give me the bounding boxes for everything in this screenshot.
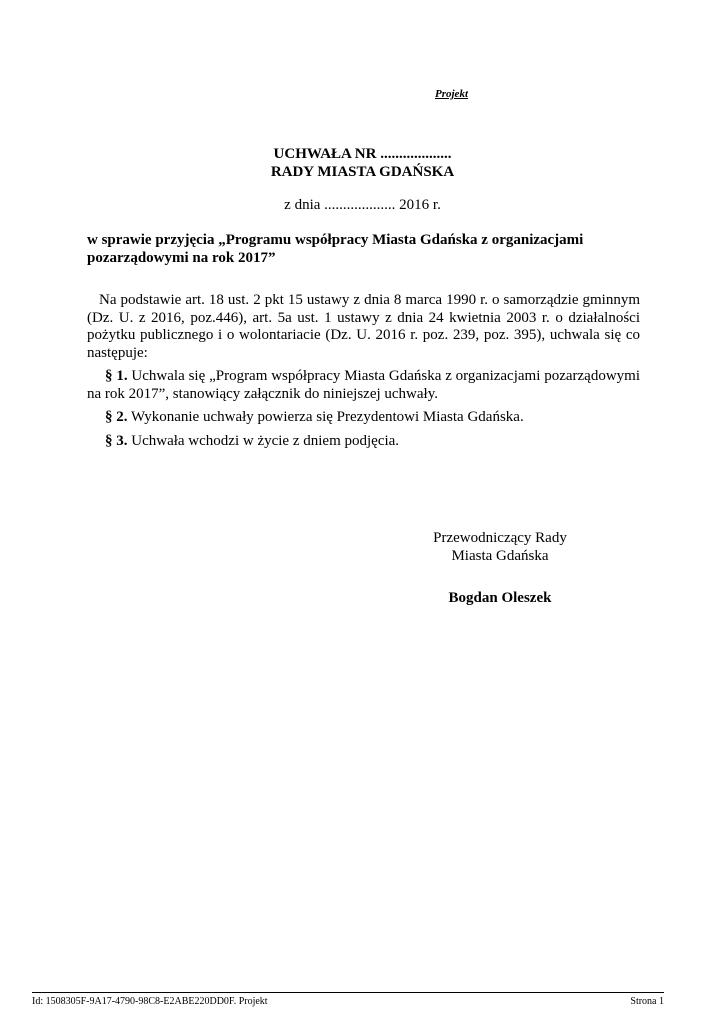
signature-role-line-2: Miasta Gdańska xyxy=(451,547,549,564)
resolution-subject: w sprawie przyjęcia „Programu współpracy Miasta Gdańska z organizacjami pozarządowymi na rok 2017” xyxy=(87,232,584,266)
preamble-paragraph: Na podstawie art. 18 ust. 2 pkt 15 ustawy z dnia 8 marca 1990 r. o samorządzie gminnym (Dz. U. z 2016, poz.446), art. 5a ust. 1 ustawy z dnia 24 kwietnia 2003 r. o działalności pożytku publicznego i o wolontariacie (Dz. U. 2016 r. poz. 239, poz. 395), uchwala się co następuje: xyxy=(87,292,640,361)
signature-role-line-1: Przewodniczący Rady xyxy=(433,530,567,546)
section-3-text: Uchwała wchodzi w życie z dniem podjęcia. xyxy=(127,432,400,449)
section-3-number: § 3. xyxy=(105,432,128,449)
signatory-name: Bogdan Oleszek xyxy=(448,590,552,606)
signature-block xyxy=(420,530,580,608)
section-1-paragraph xyxy=(87,368,640,403)
footer-document-id: Id: 1508305F-9A17-4790-98C8-E2ABE220DD0F. Projekt xyxy=(32,996,268,1007)
section-1-number: § 1. xyxy=(105,368,128,384)
draft-label: Projekt xyxy=(435,88,468,100)
resolution-body xyxy=(87,292,640,456)
footer-divider xyxy=(32,992,664,993)
section-1-text: Uchwala się „Program współpracy Miasta Gdańska z organizacjami pozarządowymi na rok 2017”, stanowiący załącznik do niniejszej uchwały. xyxy=(87,368,640,402)
footer-page-number: Strona 1 xyxy=(630,996,664,1007)
section-2-number: § 2. xyxy=(105,409,128,425)
date-line: z dnia ................... 2016 r. xyxy=(284,197,441,213)
section-2-paragraph xyxy=(87,409,640,427)
title-line-1: UCHWAŁA NR ................... xyxy=(273,146,452,162)
resolution-title xyxy=(0,145,725,181)
section-2-text: Wykonanie uchwały powierza się Prezydentowi Miasta Gdańska. xyxy=(127,409,524,425)
section-3-paragraph xyxy=(87,433,640,451)
title-line-2: RADY MIASTA GDAŃSKA xyxy=(270,164,455,180)
